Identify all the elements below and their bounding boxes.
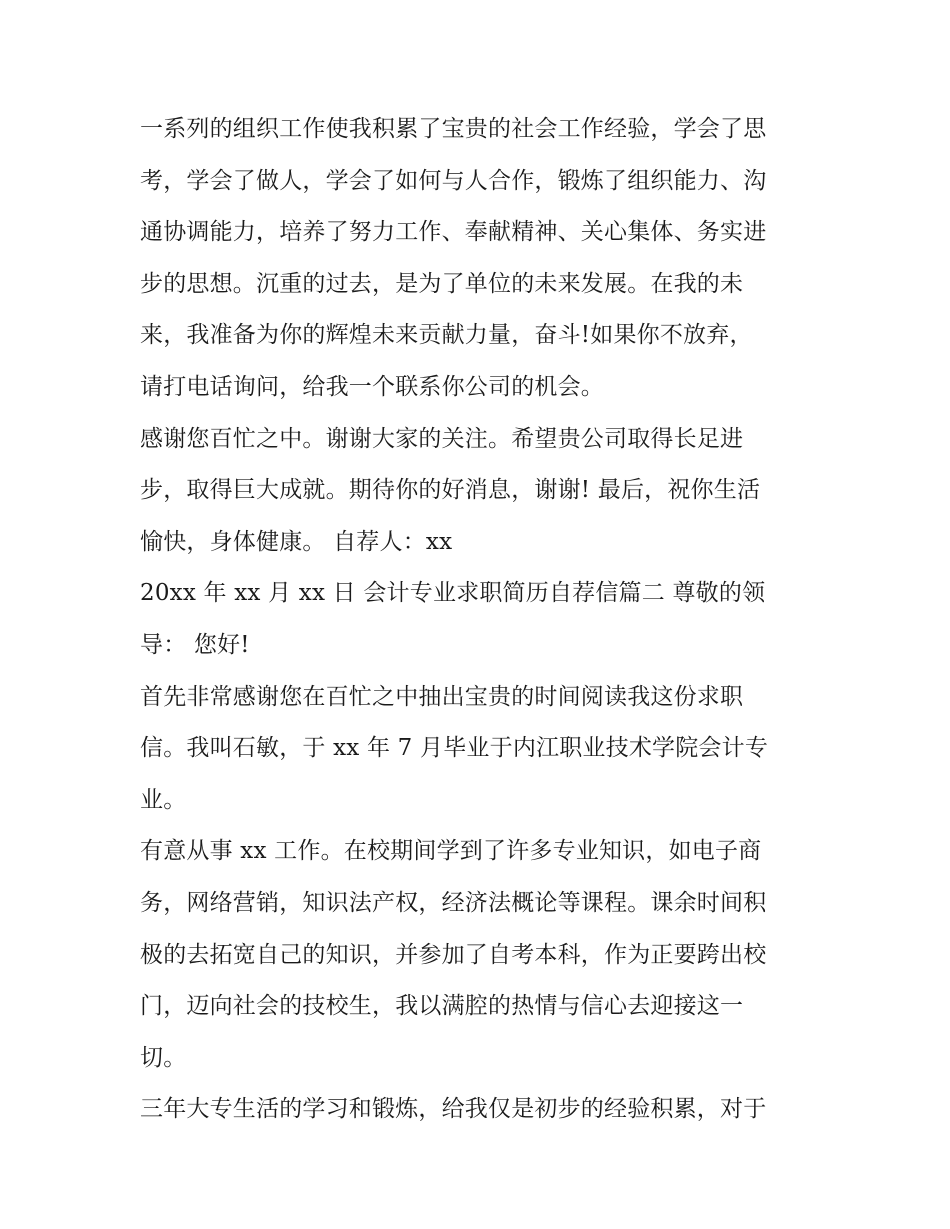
text-line: 门，迈向社会的技校生，我以满腔的热情与信心去迎接这一	[140, 993, 744, 1020]
text-line: 一系列的组织工作使我积累了宝贵的社会工作经验，学会了思	[140, 116, 767, 142]
text-line: 首先非常感谢您在百忙之中抽出宝贵的时间阅读我这份求职	[140, 683, 744, 710]
text-line: 极的去拓宽自己的知识，并参加了自考本科，作为正要跨出校	[140, 941, 767, 968]
text-line: 考，学会了做人，学会了如何与人合作，锻炼了组织能力、沟	[140, 167, 767, 194]
text-line: 切。	[140, 1044, 187, 1071]
text-line: 来，我准备为你的辉煌未来贡献力量，奋斗!如果你不放弃，	[140, 322, 753, 349]
text-line: 请打电话询问，给我一个联系你公司的机会。	[140, 373, 604, 400]
text-line: 感谢您百忙之中。谢谢大家的关注。希望贵公司取得长足进	[140, 425, 744, 452]
paragraph-college-life	[140, 1084, 820, 1136]
text-line: 业。	[140, 786, 187, 813]
text-line: 20xx 年 xx 月 xx 日 会计专业求职简历自荐信篇二 尊敬的领	[140, 580, 766, 607]
paragraph-date-and-greeting	[140, 568, 820, 671]
text-line: 通协调能力，培养了努力工作、奉献精神、关心集体、务实进	[140, 219, 767, 246]
text-line: 有意从事 xx 工作。在校期间学到了许多专业知识，如电子商	[140, 838, 762, 865]
text-line: 导： 您好!	[140, 631, 250, 658]
text-line: 信。我叫石敏，于 xx 年 7 月毕业于内江职业技术学院会计专	[140, 735, 769, 762]
paragraph-work-experience	[140, 104, 820, 414]
paragraph-studies	[140, 826, 820, 1084]
text-line: 愉快，身体健康。 自荐人：xx	[140, 528, 453, 555]
document-body	[140, 104, 820, 1136]
paragraph-introduction	[140, 672, 820, 827]
text-line: 步的思想。沉重的过去，是为了单位的未来发展。在我的未	[140, 270, 744, 297]
text-line: 步，取得巨大成就。期待你的好消息，谢谢! 最后，祝你生活	[140, 477, 761, 504]
text-line: 三年大专生活的学习和锻炼，给我仅是初步的经验积累，对于	[140, 1096, 767, 1123]
paragraph-closing-thanks	[140, 414, 820, 569]
text-line: 务，网络营销，知识法产权，经济法概论等课程。课余时间积	[140, 889, 767, 916]
